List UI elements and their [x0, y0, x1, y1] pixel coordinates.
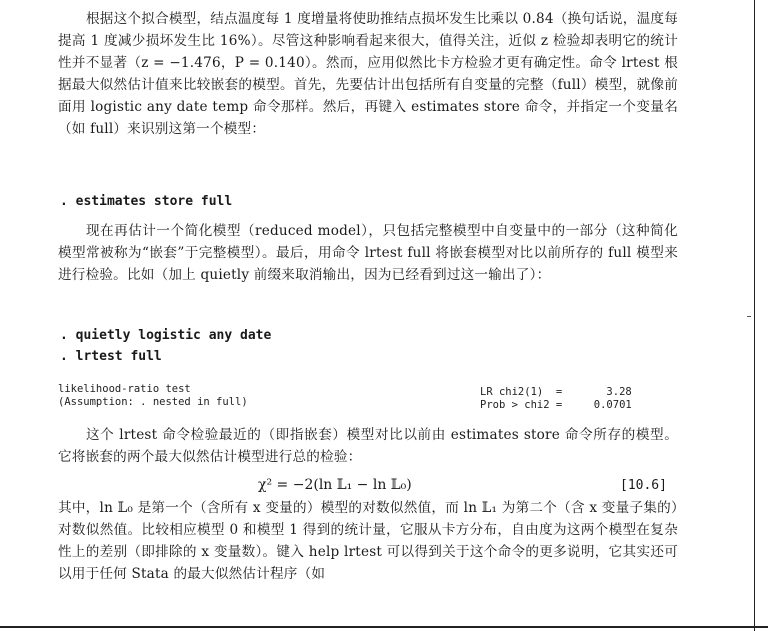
- page-bottom-border: [0, 626, 768, 628]
- page-right-border: [754, 0, 755, 631]
- paragraph-log-likelihood: 其中，ln 𝕃₀ 是第一个（含所有 x 变量的）模型的对数似然值，而 ln 𝕃₁ 为第二个（含 x 变量子集的）对数似然值。比较相应模型 0 和模型 1 得到的统计量，它服从卡方分布，自由度为这两个模型在复杂性上的差别（即排除的 x 变量数）。键入 help lrtest 可以得到关于这个命令的更多说明，它其实还可以用于任何 Stata 的最大似然估计程序（如: [58, 500, 678, 582]
- stata-command-quietly-logistic: . quietly logistic any date: [60, 328, 272, 343]
- equation-chi2: χ² = −2(ln 𝕃₁ − ln 𝕃₀): [258, 477, 412, 493]
- stata-command-estimates-store: . estimates store full: [60, 194, 233, 209]
- output-assumption: (Assumption: . nested in full): [58, 396, 248, 408]
- output-prob-chi2: Prob > chi2 = 0.0701: [480, 399, 632, 411]
- paragraph-lrtest-explanation: 这个 lrtest 命令检验最近的（即指嵌套）模型对比以前由 estimates store 命令所存的模型。它将嵌套的两个最大似然估计模型进行总的检验：: [58, 427, 678, 465]
- stata-command-lrtest: . lrtest full: [60, 349, 162, 364]
- paragraph-likelihood-intro: 根据这个拟合模型，结点温度每 1 度增量将使助推结点损坏发生比乘以 0.84（换句话说，温度每提高 1 度减少损坏发生比 16%）。尽管这种影响看起来很大，值得关注，近似 z 检验却表明它的统计性并不显著（z = −1.476，P = 0.140）。然而，应用似然比卡方检验才更有确定性。命令 lrtest 根据最大似然估计值来比较嵌套的模型。首先，先要估计出包括所有自变量的完整（full）模型，就像前面用 logistic any date temp 命令那样。然后，再键入 estimates store 命令，并指定一个变量名（如 full）来识别这第一个模型：: [58, 11, 678, 137]
- output-lr-chi2: LR chi2(1) = 3.28: [480, 386, 632, 398]
- paragraph-reduced-model: 现在再估计一个简化模型（reduced model），只包括完整模型中自变量中的一部分（这种简化模型常被称为“嵌套”于完整模型）。最后，用命令 lrtest full 将嵌套模型对比以前所存的 full 模型来进行检验。比如（加上 quietly 前缀来取消输出，因为已经看到过这一输出了）：: [58, 223, 678, 283]
- output-test-name: likelihood-ratio test: [58, 383, 191, 395]
- equation-number: [10.6]: [620, 478, 667, 493]
- margin-tick: [747, 316, 751, 317]
